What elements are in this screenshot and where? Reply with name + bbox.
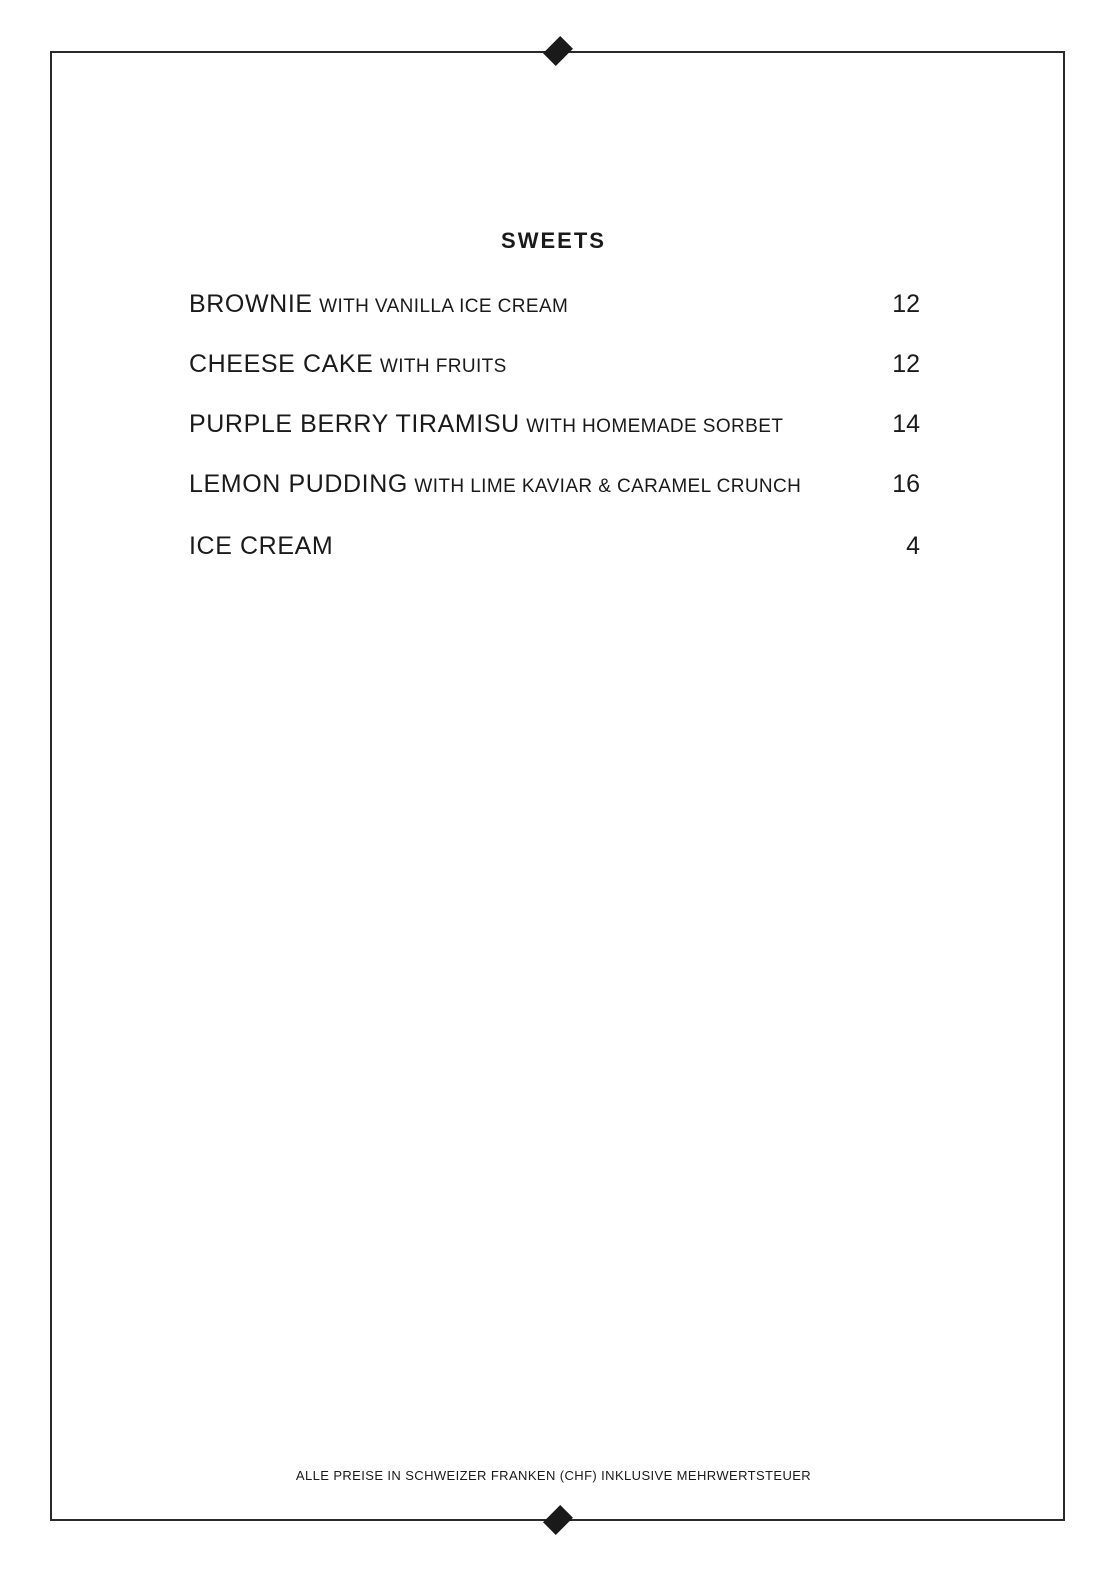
menu-item-description: WITH VANILLA ICE CREAM bbox=[319, 296, 569, 317]
menu-item-name: PURPLE BERRY TIRAMISU bbox=[189, 410, 520, 438]
menu-item-price: 14 bbox=[892, 410, 920, 438]
menu-item bbox=[189, 350, 920, 410]
menu-item-price: 16 bbox=[892, 470, 920, 498]
menu-section-title: SWEETS bbox=[501, 228, 606, 253]
menu-item-text bbox=[189, 350, 507, 379]
page-border-frame bbox=[50, 51, 1065, 1521]
menu-item-text bbox=[189, 410, 783, 439]
menu-item bbox=[189, 410, 920, 470]
menu-item-price: 12 bbox=[892, 350, 920, 378]
menu-item-text bbox=[189, 532, 335, 561]
menu-item-price: 12 bbox=[892, 290, 920, 318]
price-note-footer: ALLE PREISE IN SCHWEIZER FRANKEN (CHF) INKLUSIVE MEHRWERTSTEUER bbox=[295, 1468, 812, 1483]
menu-item-text bbox=[189, 470, 801, 499]
menu-item-description: WITH HOMEMADE SORBET bbox=[526, 416, 784, 437]
menu-list bbox=[189, 290, 920, 592]
menu-item-price: 4 bbox=[906, 532, 920, 560]
menu-item-name: CHEESE CAKE bbox=[189, 350, 374, 378]
menu-item-name: ICE CREAM bbox=[189, 532, 334, 560]
menu-item bbox=[189, 290, 920, 350]
menu-item bbox=[189, 532, 920, 592]
menu-item-description: WITH LIME KAVIAR & CARAMEL CRUNCH bbox=[414, 476, 802, 497]
menu-item bbox=[189, 470, 920, 532]
menu-item-name: LEMON PUDDING bbox=[189, 470, 408, 498]
menu-item-text bbox=[189, 290, 568, 319]
menu-item-name: BROWNIE bbox=[189, 290, 313, 318]
menu-item-description: WITH FRUITS bbox=[379, 356, 507, 377]
